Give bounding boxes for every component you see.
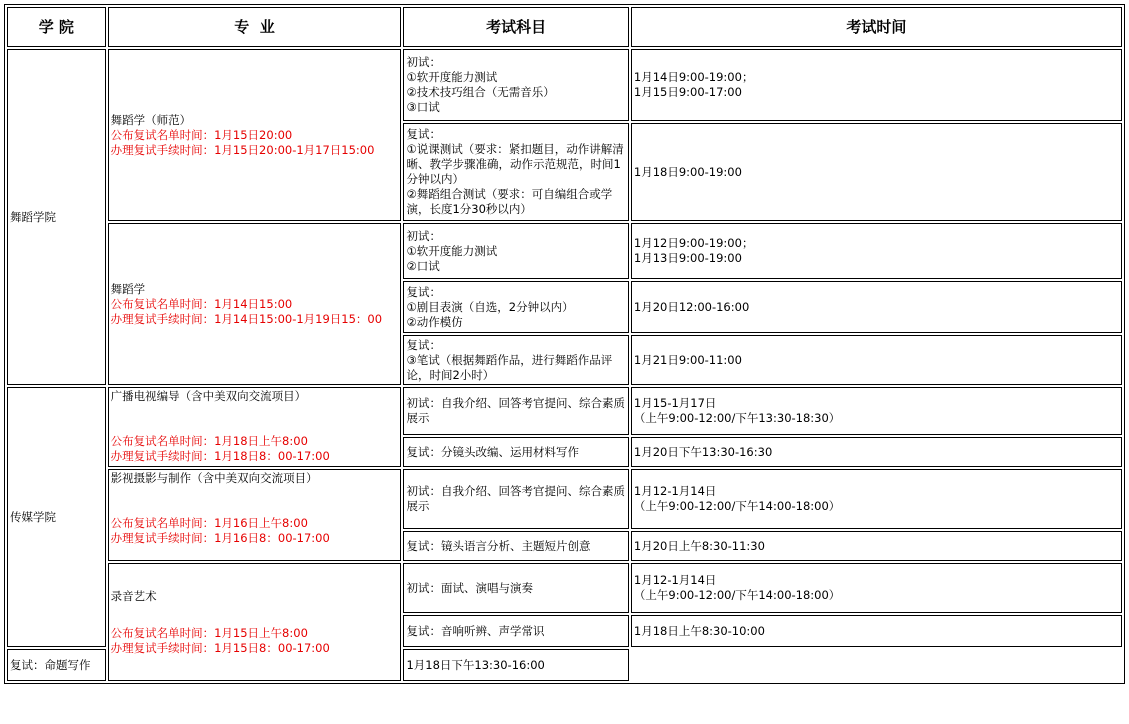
subject-line: 复试： <box>406 284 441 299</box>
major-name: 录音艺术 <box>110 588 157 603</box>
time-cell: 1月18日下午13:30-16:00 <box>403 649 628 681</box>
exam-schedule-table <box>4 4 1125 684</box>
header-major: 专 业 <box>108 7 402 47</box>
subject-line: ①剧目表演（自选，2分钟以内） <box>406 299 574 314</box>
subject-cell: 复试：镜头语言分析、主题短片创意 <box>403 531 628 561</box>
header-row <box>7 7 1122 47</box>
time-line: 1月15-1月17日 <box>633 396 717 410</box>
time-line: （上午9:00-12:00/下午14:00-18:00） <box>633 499 841 513</box>
time-cell: 1月18日9:00-19:00 <box>631 123 1122 221</box>
subject-line: 初试： <box>406 228 441 243</box>
time-line: （上午9:00-12:00/下午13:30-18:30） <box>633 411 841 425</box>
time-line: 1月15日9:00-17:00 <box>633 85 742 99</box>
subject-line: ①软开度能力测试 <box>406 243 498 258</box>
subject-cell: 初试：自我介绍、回答考官提问、综合素质展示 <box>403 387 628 435</box>
subject-line: ②技术技巧组合（无需音乐） <box>406 85 555 99</box>
subject-line: ①说课测试（要求：紧扣题目，动作讲解清晰、教学步骤准确，动作示范规范，时间1分钟以内） <box>406 142 624 186</box>
retest-list-time: 公布复试名单时间：1月18日上午8:00 <box>110 434 308 448</box>
major-name: 广播电视编导（含中美双向交流项目） <box>110 389 307 403</box>
subject-line: 复试： <box>406 337 441 352</box>
time-line: 1月12-1月14日 <box>633 573 717 587</box>
subject-line: ②口试 <box>406 258 440 273</box>
time-cell <box>631 223 1122 279</box>
subject-cell <box>403 123 628 221</box>
retest-procedure-time: 办理复试手续时间：1月15日20:00-1月17日15:00 <box>110 142 375 157</box>
table-row <box>7 469 1122 529</box>
time-cell: 1月18日上午8:30-10:00 <box>631 615 1122 647</box>
subject-line: ②舞蹈组合测试（要求：可自编组合或学演，长度1分30秒以内） <box>406 187 613 216</box>
college-cell-media: 传媒学院 <box>7 387 106 647</box>
time-cell: 1月20日上午8:30-11:30 <box>631 531 1122 561</box>
retest-list-time: 公布复试名单时间：1月15日20:00 <box>110 127 293 142</box>
time-line: 1月12-1月14日 <box>633 484 717 498</box>
time-line: 1月12日9:00-19:00； <box>633 236 754 250</box>
subject-line: ③笔试（根据舞蹈作品，进行舞蹈作品评论，时间2小时） <box>406 352 613 382</box>
table-row <box>7 49 1122 121</box>
subject-cell <box>403 49 628 121</box>
subject-cell: 复试：命题写作 <box>7 649 106 681</box>
time-line: 1月14日9:00-19:00； <box>633 70 754 84</box>
time-cell <box>631 563 1122 613</box>
retest-procedure-time: 办理复试手续时间：1月14日15:00-1月19日15：00 <box>110 311 383 326</box>
subject-line: ③口试 <box>406 100 440 114</box>
subject-line: 初试： <box>406 55 441 69</box>
subject-cell <box>403 223 628 279</box>
time-cell: 1月20日12:00-16:00 <box>631 281 1122 333</box>
table-row <box>7 387 1122 435</box>
subject-line: 复试： <box>406 127 441 141</box>
retest-procedure-time: 办理复试手续时间：1月18日8：00-17:00 <box>110 449 330 463</box>
header-college: 学 院 <box>7 7 106 47</box>
subject-line: ②动作模仿 <box>406 314 463 329</box>
time-cell <box>631 387 1122 435</box>
college-cell-dance: 舞蹈学院 <box>7 49 106 385</box>
subject-line: ①软开度能力测试 <box>406 70 498 84</box>
time-cell: 1月21日9:00-11:00 <box>631 335 1122 385</box>
time-line: （上午9:00-12:00/下午14:00-18:00） <box>633 588 841 602</box>
table-row <box>7 223 1122 279</box>
retest-procedure-time: 办理复试手续时间：1月15日8：00-17:00 <box>110 640 330 655</box>
major-name: 影视摄影与制作（含中美双向交流项目） <box>110 471 318 485</box>
time-cell <box>631 469 1122 529</box>
time-line: 1月13日9:00-19:00 <box>633 251 742 265</box>
retest-list-time: 公布复试名单时间：1月15日上午8:00 <box>110 625 308 640</box>
header-time: 考试时间 <box>631 7 1122 47</box>
major-cell <box>108 223 402 385</box>
subject-cell <box>403 281 628 333</box>
time-cell: 1月20日下午13:30-16:30 <box>631 437 1122 467</box>
subject-cell: 复试：分镜头改编、运用材料写作 <box>403 437 628 467</box>
table-row <box>7 563 1122 613</box>
major-cell <box>108 387 402 467</box>
retest-list-time: 公布复试名单时间：1月16日上午8:00 <box>110 516 308 530</box>
time-cell <box>631 49 1122 121</box>
major-name: 舞蹈学 <box>110 281 146 296</box>
retest-list-time: 公布复试名单时间：1月14日15:00 <box>110 296 293 311</box>
subject-cell: 复试：音响听辨、声学常识 <box>403 615 628 647</box>
major-cell <box>108 563 402 681</box>
subject-cell <box>403 335 628 385</box>
subject-cell: 初试：自我介绍、回答考官提问、综合素质展示 <box>403 469 628 529</box>
major-cell <box>108 469 402 561</box>
retest-procedure-time: 办理复试手续时间：1月16日8：00-17:00 <box>110 531 330 545</box>
subject-cell: 初试：面试、演唱与演奏 <box>403 563 628 613</box>
major-cell <box>108 49 402 221</box>
header-subjects: 考试科目 <box>403 7 628 47</box>
major-name: 舞蹈学（师范） <box>110 112 192 127</box>
